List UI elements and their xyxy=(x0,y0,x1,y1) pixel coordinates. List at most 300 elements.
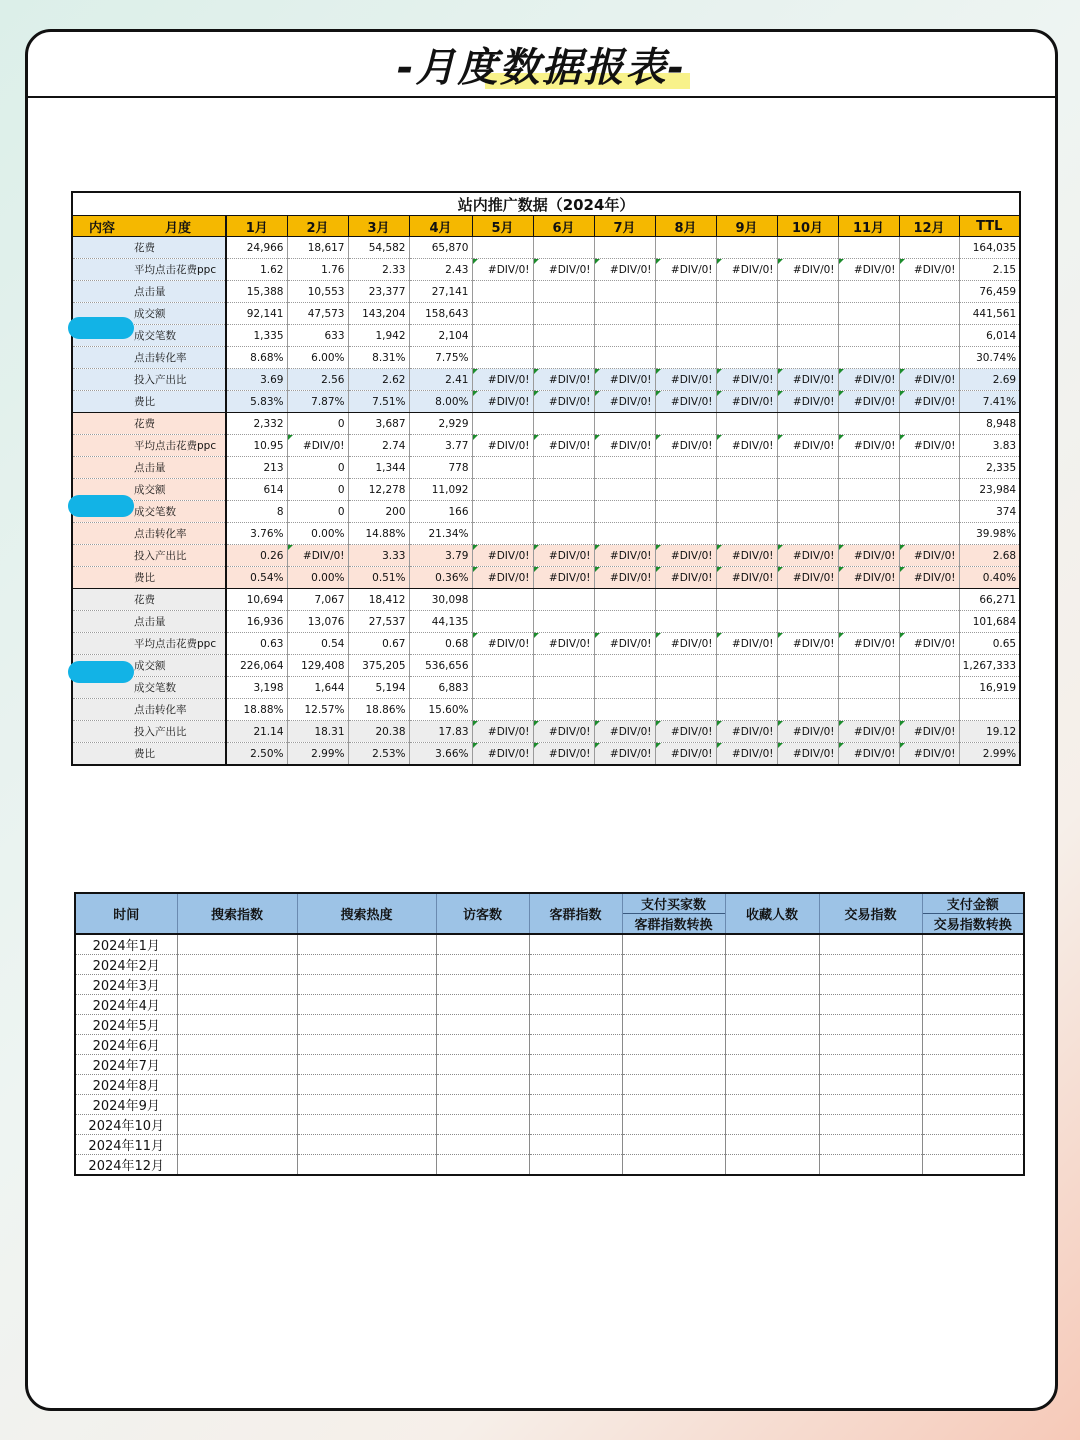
empty-cell xyxy=(922,1095,1024,1115)
data-cell: #DIV/0! xyxy=(594,545,655,567)
empty-cell xyxy=(819,1075,922,1095)
data-cell xyxy=(716,281,777,303)
data-cell: 778 xyxy=(409,457,472,479)
empty-cell xyxy=(622,1155,725,1176)
month-cell: 2024年11月 xyxy=(75,1135,177,1155)
data-cell: 27,141 xyxy=(409,281,472,303)
promo-row xyxy=(72,721,1020,743)
data-cell xyxy=(594,523,655,545)
empty-cell xyxy=(177,1075,297,1095)
data-cell: #DIV/0! xyxy=(716,633,777,655)
data-cell xyxy=(472,655,533,677)
data-cell: 18,412 xyxy=(348,589,409,611)
data-cell: 8.31% xyxy=(348,347,409,369)
data-cell xyxy=(838,479,899,501)
row-label: 成交笔数 xyxy=(72,677,226,699)
index-header-top: 支付买家数 xyxy=(623,894,725,914)
data-cell: 18.86% xyxy=(348,699,409,721)
empty-cell xyxy=(529,1035,622,1055)
index-row xyxy=(75,975,1024,995)
data-cell: 3,687 xyxy=(348,413,409,435)
data-cell xyxy=(655,281,716,303)
empty-cell xyxy=(436,1015,529,1035)
data-cell: 2.43 xyxy=(409,259,472,281)
empty-cell xyxy=(529,1015,622,1035)
data-cell: #DIV/0! xyxy=(594,633,655,655)
data-cell: #DIV/0! xyxy=(716,259,777,281)
data-cell xyxy=(533,281,594,303)
data-cell: 5,194 xyxy=(348,677,409,699)
month-cell: 2024年1月 xyxy=(75,934,177,955)
data-cell: 0 xyxy=(287,413,348,435)
data-cell: #DIV/0! xyxy=(716,545,777,567)
data-cell: 2.53% xyxy=(348,743,409,766)
ttl-cell: 8,948 xyxy=(959,413,1020,435)
data-cell xyxy=(594,677,655,699)
data-cell xyxy=(838,413,899,435)
promo-row xyxy=(72,743,1020,766)
empty-cell xyxy=(922,1115,1024,1135)
empty-cell xyxy=(922,995,1024,1015)
data-cell xyxy=(655,237,716,259)
ttl-cell xyxy=(959,699,1020,721)
ttl-cell: 30.74% xyxy=(959,347,1020,369)
data-cell xyxy=(533,413,594,435)
data-cell xyxy=(899,325,959,347)
month-cell: 2024年2月 xyxy=(75,955,177,975)
empty-cell xyxy=(529,934,622,955)
header-col-7: 6月 xyxy=(533,216,594,237)
empty-cell xyxy=(177,955,297,975)
promo-row xyxy=(72,325,1020,347)
data-cell: #DIV/0! xyxy=(655,545,716,567)
promo-row xyxy=(72,545,1020,567)
data-cell: 18,617 xyxy=(287,237,348,259)
data-cell: #DIV/0! xyxy=(472,743,533,766)
data-cell xyxy=(838,281,899,303)
data-cell xyxy=(838,523,899,545)
empty-cell xyxy=(922,1035,1024,1055)
data-cell xyxy=(655,325,716,347)
empty-cell xyxy=(725,975,819,995)
data-cell xyxy=(899,303,959,325)
data-cell: 27,537 xyxy=(348,611,409,633)
data-cell xyxy=(472,281,533,303)
data-cell xyxy=(472,501,533,523)
index-row xyxy=(75,934,1024,955)
data-cell xyxy=(472,237,533,259)
data-cell: 10,553 xyxy=(287,281,348,303)
empty-cell xyxy=(436,1075,529,1095)
data-cell: 2.99% xyxy=(287,743,348,766)
data-cell xyxy=(777,479,838,501)
data-cell: 1.62 xyxy=(226,259,287,281)
data-cell: #DIV/0! xyxy=(533,259,594,281)
data-cell: 3.76% xyxy=(226,523,287,545)
empty-cell xyxy=(725,1035,819,1055)
redaction-mark-2 xyxy=(68,495,134,517)
empty-cell xyxy=(922,975,1024,995)
data-cell: #DIV/0! xyxy=(655,391,716,413)
row-label: 点击量 xyxy=(72,457,226,479)
data-cell: 2.50% xyxy=(226,743,287,766)
data-cell: #DIV/0! xyxy=(472,369,533,391)
data-cell: #DIV/0! xyxy=(594,259,655,281)
promo-row xyxy=(72,369,1020,391)
data-cell xyxy=(899,589,959,611)
data-cell xyxy=(838,457,899,479)
promo-row xyxy=(72,523,1020,545)
empty-cell xyxy=(819,955,922,975)
empty-cell xyxy=(297,1075,436,1095)
data-cell xyxy=(655,457,716,479)
index-header: 时间 xyxy=(75,893,177,934)
data-cell xyxy=(533,589,594,611)
data-cell: #DIV/0! xyxy=(777,369,838,391)
ttl-cell: 16,919 xyxy=(959,677,1020,699)
data-cell: 375,205 xyxy=(348,655,409,677)
data-cell: 15.60% xyxy=(409,699,472,721)
data-cell xyxy=(838,237,899,259)
row-label: 点击转化率 xyxy=(72,523,226,545)
data-cell xyxy=(533,457,594,479)
data-cell: 0.00% xyxy=(287,523,348,545)
data-cell xyxy=(655,347,716,369)
data-cell: #DIV/0! xyxy=(777,743,838,766)
data-cell: #DIV/0! xyxy=(838,633,899,655)
empty-cell xyxy=(297,955,436,975)
data-cell: #DIV/0! xyxy=(838,545,899,567)
data-cell: 17.83 xyxy=(409,721,472,743)
data-cell xyxy=(777,303,838,325)
empty-cell xyxy=(622,1075,725,1095)
empty-cell xyxy=(922,1015,1024,1035)
empty-cell xyxy=(436,934,529,955)
data-cell: #DIV/0! xyxy=(899,545,959,567)
empty-cell xyxy=(725,1115,819,1135)
empty-cell xyxy=(922,1055,1024,1075)
data-cell xyxy=(716,523,777,545)
row-label: 投入产出比 xyxy=(72,369,226,391)
data-cell xyxy=(716,655,777,677)
data-cell: 18.88% xyxy=(226,699,287,721)
data-cell: 18.31 xyxy=(287,721,348,743)
empty-cell xyxy=(529,1055,622,1075)
empty-cell xyxy=(622,1135,725,1155)
data-cell: #DIV/0! xyxy=(899,743,959,766)
data-cell xyxy=(777,699,838,721)
index-row xyxy=(75,1055,1024,1075)
data-cell xyxy=(899,237,959,259)
empty-cell xyxy=(177,1055,297,1075)
data-cell xyxy=(655,611,716,633)
data-cell xyxy=(899,699,959,721)
row-label: 点击量 xyxy=(72,611,226,633)
data-cell xyxy=(472,611,533,633)
ttl-cell: 7.41% xyxy=(959,391,1020,413)
data-cell xyxy=(716,457,777,479)
row-label: 点击量 xyxy=(72,281,226,303)
data-cell xyxy=(838,655,899,677)
data-cell: 21.34% xyxy=(409,523,472,545)
data-cell: 12.57% xyxy=(287,699,348,721)
empty-cell xyxy=(725,934,819,955)
data-cell xyxy=(533,523,594,545)
row-label: 成交额 xyxy=(72,479,226,501)
row-label: 费比 xyxy=(72,567,226,589)
data-cell xyxy=(533,501,594,523)
data-cell: #DIV/0! xyxy=(838,391,899,413)
data-cell: 0.51% xyxy=(348,567,409,589)
data-cell: #DIV/0! xyxy=(655,633,716,655)
empty-cell xyxy=(436,1115,529,1135)
empty-cell xyxy=(177,1015,297,1035)
data-cell xyxy=(777,347,838,369)
header-col-8: 7月 xyxy=(594,216,655,237)
data-cell: 2.33 xyxy=(348,259,409,281)
data-cell: #DIV/0! xyxy=(472,721,533,743)
empty-cell xyxy=(725,1095,819,1115)
row-label: 点击转化率 xyxy=(72,699,226,721)
header-col-13: 12月 xyxy=(899,216,959,237)
data-cell xyxy=(472,523,533,545)
empty-cell xyxy=(622,975,725,995)
data-cell: 213 xyxy=(226,457,287,479)
month-cell: 2024年9月 xyxy=(75,1095,177,1115)
empty-cell xyxy=(297,1095,436,1115)
data-cell: 7,067 xyxy=(287,589,348,611)
promo-caption: 站内推广数据（2024年） xyxy=(72,192,1020,216)
data-cell: #DIV/0! xyxy=(594,391,655,413)
data-cell: #DIV/0! xyxy=(472,545,533,567)
data-cell: #DIV/0! xyxy=(838,721,899,743)
index-header: 客群指数 xyxy=(529,893,622,934)
data-cell: #DIV/0! xyxy=(899,369,959,391)
data-cell: 30,098 xyxy=(409,589,472,611)
empty-cell xyxy=(436,995,529,1015)
empty-cell xyxy=(819,1095,922,1115)
data-cell xyxy=(472,677,533,699)
empty-cell xyxy=(819,1035,922,1055)
ttl-cell: 76,459 xyxy=(959,281,1020,303)
data-cell: 158,643 xyxy=(409,303,472,325)
header-col-4: 3月 xyxy=(348,216,409,237)
report-card xyxy=(25,29,1058,1411)
header-col-5: 4月 xyxy=(409,216,472,237)
data-cell xyxy=(594,281,655,303)
promo-row xyxy=(72,457,1020,479)
ttl-cell: 101,684 xyxy=(959,611,1020,633)
empty-cell xyxy=(436,1155,529,1176)
index-header: 搜索热度 xyxy=(297,893,436,934)
month-cell: 2024年8月 xyxy=(75,1075,177,1095)
ttl-cell: 66,271 xyxy=(959,589,1020,611)
data-cell: 11,092 xyxy=(409,479,472,501)
page-title: -月度数据报表- xyxy=(397,36,686,93)
data-cell xyxy=(838,501,899,523)
promo-header-row xyxy=(72,216,1020,237)
data-cell: 2.74 xyxy=(348,435,409,457)
ttl-cell: 0.65 xyxy=(959,633,1020,655)
data-cell: 2.41 xyxy=(409,369,472,391)
data-cell xyxy=(716,325,777,347)
index-row xyxy=(75,1155,1024,1176)
month-cell: 2024年3月 xyxy=(75,975,177,995)
data-cell xyxy=(716,677,777,699)
empty-cell xyxy=(622,1055,725,1075)
empty-cell xyxy=(819,1015,922,1035)
data-cell xyxy=(777,281,838,303)
data-cell xyxy=(777,677,838,699)
data-cell xyxy=(838,325,899,347)
data-cell: #DIV/0! xyxy=(716,743,777,766)
empty-cell xyxy=(622,955,725,975)
header-col-3: 2月 xyxy=(287,216,348,237)
data-cell: 129,408 xyxy=(287,655,348,677)
data-cell xyxy=(594,699,655,721)
data-cell: #DIV/0! xyxy=(287,545,348,567)
data-cell xyxy=(655,655,716,677)
row-label: 花费 xyxy=(72,413,226,435)
data-cell: 0.68 xyxy=(409,633,472,655)
ttl-cell: 164,035 xyxy=(959,237,1020,259)
row-label: 平均点击花费ppc xyxy=(72,259,226,281)
data-cell: 0.26 xyxy=(226,545,287,567)
empty-cell xyxy=(819,1115,922,1135)
empty-cell xyxy=(725,1155,819,1176)
promo-row xyxy=(72,281,1020,303)
data-cell xyxy=(594,325,655,347)
empty-cell xyxy=(922,1155,1024,1176)
empty-cell xyxy=(297,1135,436,1155)
promo-row xyxy=(72,259,1020,281)
header-month-label: 月度 xyxy=(165,220,192,236)
data-cell: #DIV/0! xyxy=(838,259,899,281)
data-cell xyxy=(594,589,655,611)
index-header: 访客数 xyxy=(436,893,529,934)
data-cell: #DIV/0! xyxy=(533,545,594,567)
empty-cell xyxy=(725,1075,819,1095)
data-cell: #DIV/0! xyxy=(777,391,838,413)
index-row xyxy=(75,1035,1024,1055)
data-cell: 1,942 xyxy=(348,325,409,347)
data-cell xyxy=(838,303,899,325)
empty-cell xyxy=(177,1115,297,1135)
data-cell xyxy=(777,325,838,347)
data-cell xyxy=(716,589,777,611)
header-col-6: 5月 xyxy=(472,216,533,237)
data-cell: #DIV/0! xyxy=(716,567,777,589)
data-cell: #DIV/0! xyxy=(777,435,838,457)
ttl-cell: 3.83 xyxy=(959,435,1020,457)
empty-cell xyxy=(297,1155,436,1176)
data-cell xyxy=(472,589,533,611)
data-cell xyxy=(594,479,655,501)
index-row xyxy=(75,1135,1024,1155)
row-label: 成交额 xyxy=(72,303,226,325)
empty-cell xyxy=(622,1095,725,1115)
ttl-cell: 19.12 xyxy=(959,721,1020,743)
data-cell xyxy=(472,303,533,325)
data-cell xyxy=(472,325,533,347)
empty-cell xyxy=(297,1015,436,1035)
empty-cell xyxy=(529,1075,622,1095)
data-cell xyxy=(777,611,838,633)
data-cell: #DIV/0! xyxy=(287,435,348,457)
data-cell: #DIV/0! xyxy=(838,567,899,589)
data-cell: 13,076 xyxy=(287,611,348,633)
empty-cell xyxy=(177,934,297,955)
data-cell: 7.75% xyxy=(409,347,472,369)
data-cell: 0 xyxy=(287,457,348,479)
month-cell: 2024年12月 xyxy=(75,1155,177,1176)
empty-cell xyxy=(622,934,725,955)
data-cell xyxy=(838,699,899,721)
index-header: 搜索指数 xyxy=(177,893,297,934)
data-cell xyxy=(899,501,959,523)
data-cell xyxy=(899,457,959,479)
data-cell: 0 xyxy=(287,501,348,523)
data-cell xyxy=(594,501,655,523)
data-cell: #DIV/0! xyxy=(777,259,838,281)
data-cell: 0.00% xyxy=(287,567,348,589)
data-cell: #DIV/0! xyxy=(655,369,716,391)
data-cell: 5.83% xyxy=(226,391,287,413)
empty-cell xyxy=(622,1115,725,1135)
month-cell: 2024年10月 xyxy=(75,1115,177,1135)
promo-data-table xyxy=(71,191,1021,766)
empty-cell xyxy=(529,975,622,995)
data-cell xyxy=(533,677,594,699)
data-cell xyxy=(533,325,594,347)
data-cell xyxy=(533,347,594,369)
header-content: 内容 月度 xyxy=(72,216,226,237)
empty-cell xyxy=(529,1155,622,1176)
data-cell xyxy=(899,281,959,303)
data-cell: 6.00% xyxy=(287,347,348,369)
index-row xyxy=(75,1095,1024,1115)
promo-row xyxy=(72,237,1020,259)
row-label: 投入产出比 xyxy=(72,721,226,743)
redaction-mark-1 xyxy=(68,317,134,339)
empty-cell xyxy=(725,1055,819,1075)
data-cell: 3.69 xyxy=(226,369,287,391)
data-cell xyxy=(777,523,838,545)
ttl-cell: 2.15 xyxy=(959,259,1020,281)
promo-row xyxy=(72,589,1020,611)
data-cell: 10.95 xyxy=(226,435,287,457)
data-cell: #DIV/0! xyxy=(472,633,533,655)
data-cell: #DIV/0! xyxy=(533,369,594,391)
data-cell: #DIV/0! xyxy=(533,743,594,766)
row-label: 投入产出比 xyxy=(72,545,226,567)
header-col-14: TTL xyxy=(959,216,1020,237)
data-cell: 1,644 xyxy=(287,677,348,699)
data-cell: 10,694 xyxy=(226,589,287,611)
data-cell: 12,278 xyxy=(348,479,409,501)
data-cell: 226,064 xyxy=(226,655,287,677)
empty-cell xyxy=(297,934,436,955)
row-label: 成交笔数 xyxy=(72,501,226,523)
data-cell xyxy=(838,677,899,699)
empty-cell xyxy=(529,1095,622,1115)
index-header: 收藏人数 xyxy=(725,893,819,934)
empty-cell xyxy=(436,1135,529,1155)
data-cell: #DIV/0! xyxy=(533,391,594,413)
index-row xyxy=(75,1115,1024,1135)
data-cell xyxy=(472,413,533,435)
data-cell: 23,377 xyxy=(348,281,409,303)
